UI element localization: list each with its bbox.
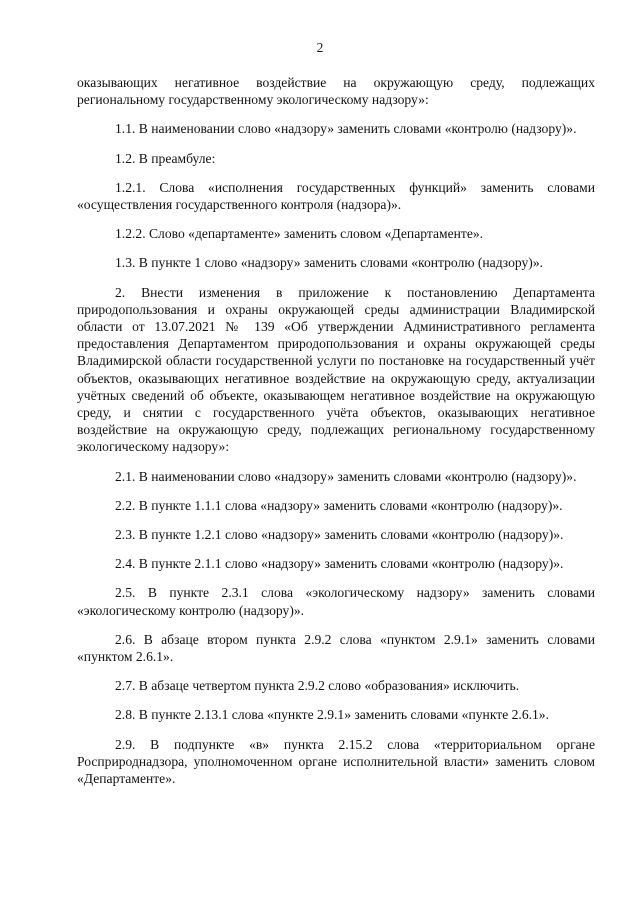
paragraph-2-5: 2.5. В пункте 2.3.1 слова «экологическому надзору» заменить словами «экологическому контролю (надзору)». xyxy=(77,585,595,618)
paragraph-1-1: 1.1. В наименовании слово «надзору» заменить словами «контролю (надзору)». xyxy=(115,121,577,137)
paragraph-2-4: 2.4. В пункте 2.1.1 слово «надзору» заменить словами «контролю (надзору)». xyxy=(115,556,564,572)
paragraph-2: 2. Внести изменения в приложение к постановлению Департамента природопользования и охраны окружающей среды администрации Владимирской области от 13.07.2021 № 139 «Об утверждении Административного регламента предоставления Департаментом природопользования и охраны окружающей среды Владимирской области государственной услуги по постановке на государственный учёт объектов, оказывающих негативное воздействие на окружающую среду, актуализации учётных сведений об объекте, оказывающем негативное воздействие на окружающую среду, и снятии с государственного учёта объектов, оказывающих негативное воздействие на окружающую среду, подлежащих региональному государственному экологическому надзору»: xyxy=(77,284,595,455)
paragraph-1-2-2: 1.2.2. Слово «департаменте» заменить словом «Департаменте». xyxy=(115,226,484,242)
paragraph-2-7: 2.7. В абзаце четвертом пункта 2.9.2 слово «образования» исключить. xyxy=(115,678,520,694)
page-number: 2 xyxy=(316,40,324,55)
paragraph-continuation: оказывающих негативное воздействие на окружающую среду, подлежащих региональному государственному экологическому надзору»: xyxy=(77,75,595,108)
paragraph-2-1: 2.1. В наименовании слово «надзору» заменить словами «контролю (надзору)». xyxy=(115,468,577,484)
paragraph-2-6: 2.6. В абзаце втором пункта 2.9.2 слова «пунктом 2.9.1» заменить словами «пунктом 2.6.1». xyxy=(77,631,595,665)
paragraph-2-2: 2.2. В пункте 1.1.1 слова «надзору» заменить словами «контролю (надзору)». xyxy=(115,497,563,513)
document-body xyxy=(77,74,595,787)
paragraph-1-3: 1.3. В пункте 1 слово «надзору» заменить словами «контролю (надзору)». xyxy=(115,255,544,271)
paragraph-2-3: 2.3. В пункте 1.2.1 слово «надзору» заменить словами «контролю (надзору)». xyxy=(115,527,564,543)
paragraph-1-2: 1.2. В преамбуле: xyxy=(115,150,216,166)
paragraph-2-9: 2.9. В подпункте «в» пункта 2.15.2 слова «территориальном органе Росприроднадзора, уполномоченном органе исполнительной власти» заменить словом «Департаменте». xyxy=(77,736,595,787)
paragraph-1-2-1: 1.2.1. Слова «исполнения государственных функций» заменить словами «осуществления государственного контроля (надзора)». xyxy=(77,179,595,213)
paragraph-2-8: 2.8. В пункте 2.13.1 слова «пункте 2.9.1» заменить словами «пункте 2.6.1». xyxy=(115,707,550,723)
